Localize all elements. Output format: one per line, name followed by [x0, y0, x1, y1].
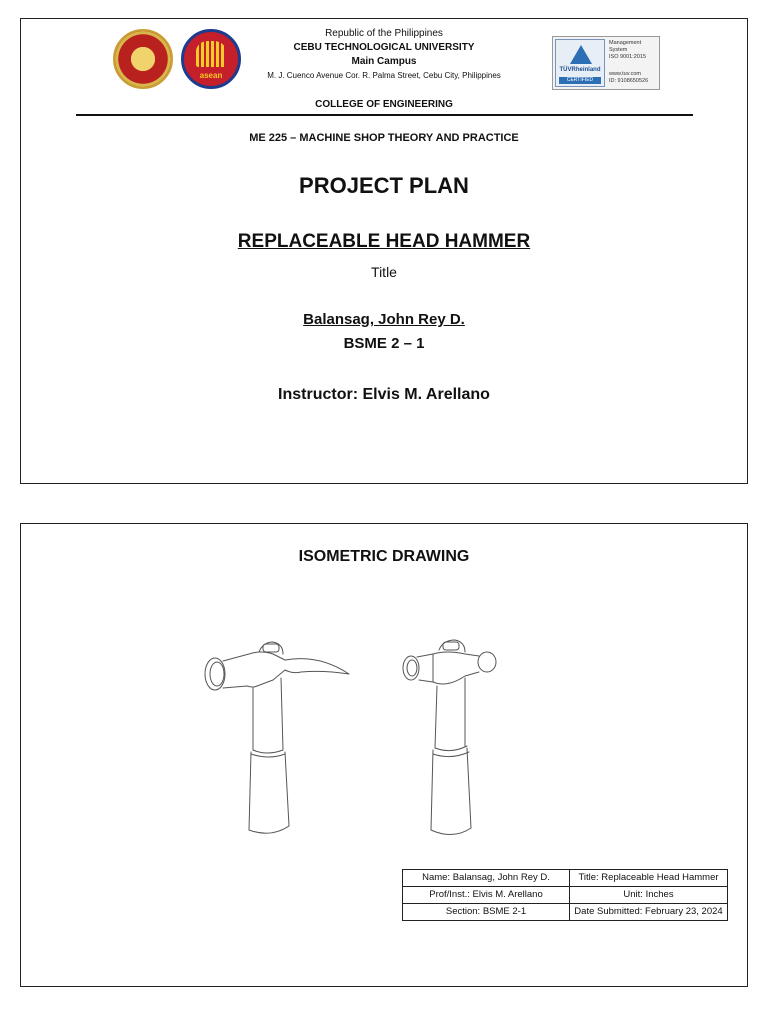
page-heading: PROJECT PLAN — [299, 173, 469, 198]
cover-page — [20, 18, 748, 484]
course-title: ME 225 – MACHINE SHOP THEORY AND PRACTICE — [249, 132, 519, 144]
title-block-title: Title: Replaceable Head Hammer — [570, 870, 728, 887]
project-title: REPLACEABLE HEAD HAMMER — [237, 231, 531, 252]
title-block-date: Date Submitted: February 23, 2024 — [570, 904, 728, 921]
asean-logo: asean — [181, 29, 241, 89]
student-name: Balansag, John Rey D. — [303, 311, 465, 328]
hammer-sketch-right — [403, 640, 496, 835]
table-row — [403, 887, 728, 904]
title-block-instructor: Prof/Inst.: Elvis M. Arellano — [403, 887, 570, 904]
header-republic: Republic of the Philippines — [325, 28, 443, 39]
header-university: CEBU TECHNOLOGICAL UNIVERSITY — [293, 42, 475, 53]
hammer-sketches — [189, 614, 569, 854]
table-row — [403, 870, 728, 887]
instructor-name: Instructor: Elvis M. Arellano — [278, 386, 490, 403]
hammer-sketch-left — [205, 642, 349, 833]
title-block-name: Name: Balansag, John Rey D. — [403, 870, 570, 887]
drawing-heading: ISOMETRIC DRAWING — [298, 548, 470, 565]
title-block-unit: Unit: Inches — [570, 887, 728, 904]
title-block-table — [402, 869, 728, 921]
header-address: M. J. Cuenco Avenue Cor. R. Palma Street, Cebu City, Philippines — [267, 71, 501, 80]
title-block-section: Section: BSME 2-1 — [403, 904, 570, 921]
title-label: Title — [371, 264, 397, 280]
drawing-page — [20, 523, 748, 987]
header-campus: Main Campus — [351, 56, 417, 67]
header-divider — [76, 114, 693, 116]
tuv-triangle-icon — [570, 45, 592, 64]
student-section: BSME 2 – 1 — [343, 335, 425, 352]
tuv-certification-badge: TÜVRheinland CERTIFIED Management System ISO 9001:2015 www.tuv.com ID: 9108650526 — [552, 36, 660, 90]
header-college: COLLEGE OF ENGINEERING — [315, 99, 453, 110]
table-row — [403, 904, 728, 921]
